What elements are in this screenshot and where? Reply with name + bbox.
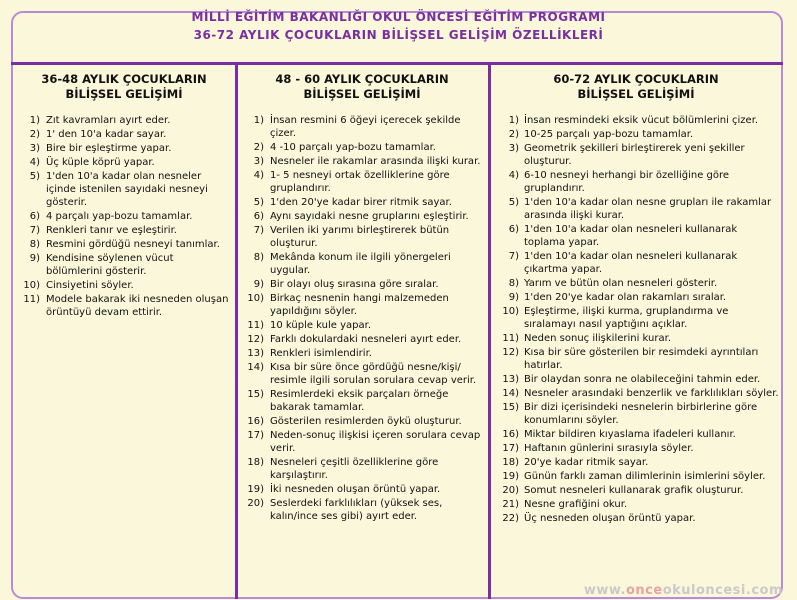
item-number: 8)	[253, 252, 264, 263]
item-text: Nesne grafiğini okur.	[524, 499, 628, 510]
item-number: 21)	[502, 499, 519, 510]
watermark-prefix: www.	[583, 583, 626, 598]
item-text: Kendisine söylenen vücut bölümlerini gösterir.	[46, 253, 174, 277]
column-48-60	[240, 72, 484, 524]
column-heading	[18, 72, 230, 102]
list-item	[493, 223, 779, 249]
item-number: 15)	[247, 389, 264, 400]
list-item	[240, 347, 484, 360]
item-text: 1' den 10'a kadar sayar.	[46, 129, 167, 140]
list-item	[493, 346, 779, 372]
list-item	[240, 196, 484, 209]
list-item	[240, 361, 484, 387]
list-item	[493, 277, 779, 290]
item-number: 11)	[23, 294, 40, 305]
column-heading	[240, 72, 484, 102]
item-text: Bir olaydan sonra ne olabileceğini tahmin eder.	[524, 374, 761, 385]
item-number: 1)	[29, 115, 40, 126]
item-number: 2)	[508, 129, 519, 140]
item-text: 1'den 10'a kadar olan nesneleri kullanarak toplama yapar.	[524, 224, 738, 248]
item-text: Seslerdeki farklılıkları (yüksek ses, kalın/ince ses gibi) ayırt eder.	[270, 498, 443, 522]
item-number: 1)	[508, 115, 519, 126]
list-item	[240, 141, 484, 154]
list-item	[493, 387, 779, 400]
column-heading-line-1: 48 - 60 AYLIK ÇOCUKLARIN	[275, 72, 449, 86]
item-number: 11)	[247, 320, 264, 331]
item-number: 20)	[502, 485, 519, 496]
item-text: Nesneleri çeşitli özelliklerine göre karşılaştırır.	[270, 457, 439, 481]
title-line-1: MİLLİ EĞİTİM BAKANLIĞI OKUL ÖNCESİ EĞİTİM PROGRAMI	[191, 10, 606, 24]
item-number: 1)	[253, 115, 264, 126]
column-60-72	[493, 72, 779, 526]
item-number: 22)	[502, 513, 519, 524]
item-number: 5)	[508, 197, 519, 208]
item-text: Bir olayı oluş sırasına göre sıralar.	[270, 279, 439, 290]
item-text: Haftanın günlerini sırasıyla söyler.	[524, 443, 694, 454]
item-text: 10 küple kule yapar.	[270, 320, 372, 331]
item-number: 20)	[247, 498, 264, 509]
item-number: 5)	[253, 197, 264, 208]
item-number: 7)	[253, 225, 264, 236]
item-number: 17)	[247, 430, 264, 441]
column-heading-line-1: 36-48 AYLIK ÇOCUKLARIN	[41, 72, 207, 86]
item-text: Modele bakarak iki nesneden oluşan örüntüyü devam ettirir.	[46, 294, 229, 318]
list-item	[18, 128, 230, 141]
item-number: 17)	[502, 443, 519, 454]
list-item	[493, 401, 779, 427]
item-text: Gösterilen resimlerden öykü oluşturur.	[270, 416, 462, 427]
item-text: Günün farklı zaman dilimlerinin isimlerini söyler.	[524, 471, 766, 482]
list-item	[240, 456, 484, 482]
item-text: İnsan resmindeki eksik vücut bölümlerini çizer.	[524, 115, 759, 126]
list-item	[493, 456, 779, 469]
item-number: 8)	[508, 278, 519, 289]
item-text: Renkleri tanır ve eşleştirir.	[46, 225, 177, 236]
list-item	[18, 142, 230, 155]
list-item	[240, 319, 484, 332]
item-text: 6-10 nesneyi herhangi bir özelliğine göre gruplandırır.	[524, 170, 730, 194]
list-item	[493, 428, 779, 441]
list-item	[240, 210, 484, 223]
list-item	[493, 196, 779, 222]
item-text: Resmini gördüğü nesneyi tanımlar.	[46, 239, 220, 250]
list-item	[240, 169, 484, 195]
list-item	[240, 388, 484, 414]
item-number: 4)	[253, 170, 264, 181]
item-text: Verilen iki yarımı birleştirerek bütün oluşturur.	[270, 225, 450, 249]
item-text: İnsan resmini 6 öğeyi içerecek şekilde çizer.	[270, 115, 461, 139]
column-heading-line-2: BİLİŞSEL GELİŞİMİ	[303, 87, 421, 101]
list-item	[493, 442, 779, 455]
list-item	[18, 210, 230, 223]
item-text: İki nesneden oluşan örüntü yapar.	[270, 484, 441, 495]
page-title	[0, 8, 797, 44]
item-number: 9)	[29, 253, 40, 264]
watermark-accent: once	[625, 583, 663, 598]
list-item	[18, 252, 230, 278]
item-number: 6)	[253, 211, 264, 222]
item-text: 10-25 parçalı yap-bozu tamamlar.	[524, 129, 694, 140]
item-number: 6)	[508, 224, 519, 235]
item-number: 7)	[29, 225, 40, 236]
title-line-2: 36-72 AYLIK ÇOCUKLARIN BİLİŞSEL GELİŞİM ÖZELLİKLERİ	[193, 28, 604, 42]
item-text: Üç küple köprü yapar.	[46, 157, 155, 168]
item-number: 3)	[253, 156, 264, 167]
item-text: Kısa bir süre önce gördüğü nesne/kişi/ resimle ilgili sorulan sorulara cevap verir.	[270, 362, 477, 386]
item-text: 1'den 20'ye kadar olan rakamları sıralar.	[524, 292, 727, 303]
item-text: Nesneler ile rakamlar arasında ilişki kurar.	[270, 156, 481, 167]
item-number: 3)	[508, 143, 519, 154]
item-number: 4)	[508, 170, 519, 181]
list-item	[18, 238, 230, 251]
item-text: Üç nesneden oluşan örüntü yapar.	[524, 513, 696, 524]
list-item	[18, 279, 230, 292]
item-number: 7)	[508, 251, 519, 262]
item-number: 8)	[29, 239, 40, 250]
item-text: Nesneler arasındaki benzerlik ve farklılıkları söyler.	[524, 388, 779, 399]
item-text: Renkleri isimlendirir.	[270, 348, 372, 359]
list-item	[493, 305, 779, 331]
list-item	[240, 224, 484, 250]
item-number: 14)	[502, 388, 519, 399]
list-item	[493, 114, 779, 127]
item-number: 11)	[502, 333, 519, 344]
item-number: 12)	[502, 347, 519, 358]
item-text: Eşleştirme, ilişki kurma, gruplandırma ve sıralamayı nasıl yaptığını açıklar.	[524, 306, 729, 330]
header-divider	[11, 62, 783, 65]
item-text: Cinsiyetini söyler.	[46, 280, 134, 291]
item-text: Resimlerdeki eksik parçaları örneğe bakarak tamamlar.	[270, 389, 449, 413]
item-text: Geometrik şekilleri birleştirerek yeni şekiller oluşturur.	[524, 143, 745, 167]
item-number: 16)	[502, 429, 519, 440]
column-heading-line-1: 60-72 AYLIK ÇOCUKLARIN	[553, 72, 719, 86]
item-number: 4)	[29, 157, 40, 168]
item-number: 19)	[247, 484, 264, 495]
list-item	[493, 291, 779, 304]
item-text: 1'den 10'a kadar olan nesne grupları ile rakamlar arasında ilişki kurar.	[524, 197, 772, 221]
item-number: 12)	[247, 334, 264, 345]
item-text: Somut nesneleri kullanarak grafik oluşturur.	[524, 485, 744, 496]
list-item	[240, 497, 484, 523]
item-text: Aynı sayıdaki nesne gruplarını eşleştirir.	[270, 211, 469, 222]
column-divider-2	[488, 65, 491, 599]
item-number: 10)	[502, 306, 519, 317]
item-text: Yarım ve bütün olan nesneleri gösterir.	[524, 278, 718, 289]
list-item	[240, 333, 484, 346]
item-text: Bir dizi içerisindeki nesnelerin birbirlerine göre konumlarını söyler.	[524, 402, 758, 426]
list-item	[18, 224, 230, 237]
item-text: 4 -10 parçalı yap-bozu tamamlar.	[270, 142, 436, 153]
list-item	[240, 114, 484, 140]
list-item	[493, 250, 779, 276]
item-text: 20'ye kadar ritmik sayar.	[524, 457, 649, 468]
list-item	[18, 156, 230, 169]
list-item	[240, 429, 484, 455]
column-heading-line-2: BİLİŞSEL GELİŞİMİ	[577, 87, 695, 101]
item-text: Neden-sonuç ilişkisi içeren sorulara cevap verir.	[270, 430, 481, 454]
list-item	[493, 512, 779, 525]
list-item	[493, 373, 779, 386]
item-number: 9)	[253, 279, 264, 290]
item-number: 15)	[502, 402, 519, 413]
item-number: 2)	[29, 129, 40, 140]
item-number: 14)	[247, 362, 264, 373]
item-number: 13)	[247, 348, 264, 359]
item-number: 10)	[247, 293, 264, 304]
item-number: 10)	[23, 280, 40, 291]
watermark	[584, 583, 783, 598]
item-number: 6)	[29, 211, 40, 222]
item-number: 19)	[502, 471, 519, 482]
list-item	[493, 142, 779, 168]
item-list	[493, 114, 779, 525]
list-item	[240, 415, 484, 428]
list-item	[493, 332, 779, 345]
column-heading-line-2: BİLİŞSEL GELİŞİMİ	[65, 87, 183, 101]
item-text: Birkaç nesnenin hangi malzemeden yapıldığını söyler.	[270, 293, 449, 317]
list-item	[18, 170, 230, 209]
item-text: Neden sonuç ilişkilerini kurar.	[524, 333, 671, 344]
item-list	[240, 114, 484, 523]
item-number: 2)	[253, 142, 264, 153]
item-text: Zıt kavramları ayırt eder.	[46, 115, 171, 126]
item-number: 18)	[502, 457, 519, 468]
item-text: Mekânda konum ile ilgili yönergeleri uygular.	[270, 252, 451, 276]
column-divider-1	[235, 65, 238, 599]
item-number: 18)	[247, 457, 264, 468]
item-text: 1'den 20'ye kadar birer ritmik sayar.	[270, 197, 452, 208]
item-text: 4 parçalı yap-bozu tamamlar.	[46, 211, 193, 222]
list-item	[240, 483, 484, 496]
list-item	[493, 498, 779, 511]
list-item	[493, 484, 779, 497]
item-text: Kısa bir süre gösterilen bir resimdeki ayrıntıları hatırlar.	[524, 347, 759, 371]
list-item	[240, 292, 484, 318]
item-number: 13)	[502, 374, 519, 385]
list-item	[493, 169, 779, 195]
item-text: 1'den 10'a kadar olan nesneler içinde istenilen sayıdaki nesneyi gösterir.	[46, 171, 208, 208]
list-item	[240, 251, 484, 277]
item-number: 3)	[29, 143, 40, 154]
item-number: 9)	[508, 292, 519, 303]
item-list	[18, 114, 230, 319]
list-item	[18, 114, 230, 127]
item-text: 1'den 10'a kadar olan nesneleri kullanarak çıkartma yapar.	[524, 251, 738, 275]
watermark-rest: okuloncesi.com	[662, 583, 783, 598]
list-item	[240, 278, 484, 291]
list-item	[240, 155, 484, 168]
item-number: 5)	[29, 171, 40, 182]
item-text: Farklı dokulardaki nesneleri ayırt eder.	[270, 334, 462, 345]
item-text: 1- 5 nesneyi ortak özelliklerine göre gruplandırır.	[270, 170, 450, 194]
item-text: Bire bir eşleştirme yapar.	[46, 143, 172, 154]
item-text: Miktar bildiren kıyaslama ifadeleri kullanır.	[524, 429, 736, 440]
list-item	[493, 470, 779, 483]
list-item	[493, 128, 779, 141]
column-heading	[493, 72, 779, 102]
column-36-48	[18, 72, 230, 320]
item-number: 16)	[247, 416, 264, 427]
list-item	[18, 293, 230, 319]
